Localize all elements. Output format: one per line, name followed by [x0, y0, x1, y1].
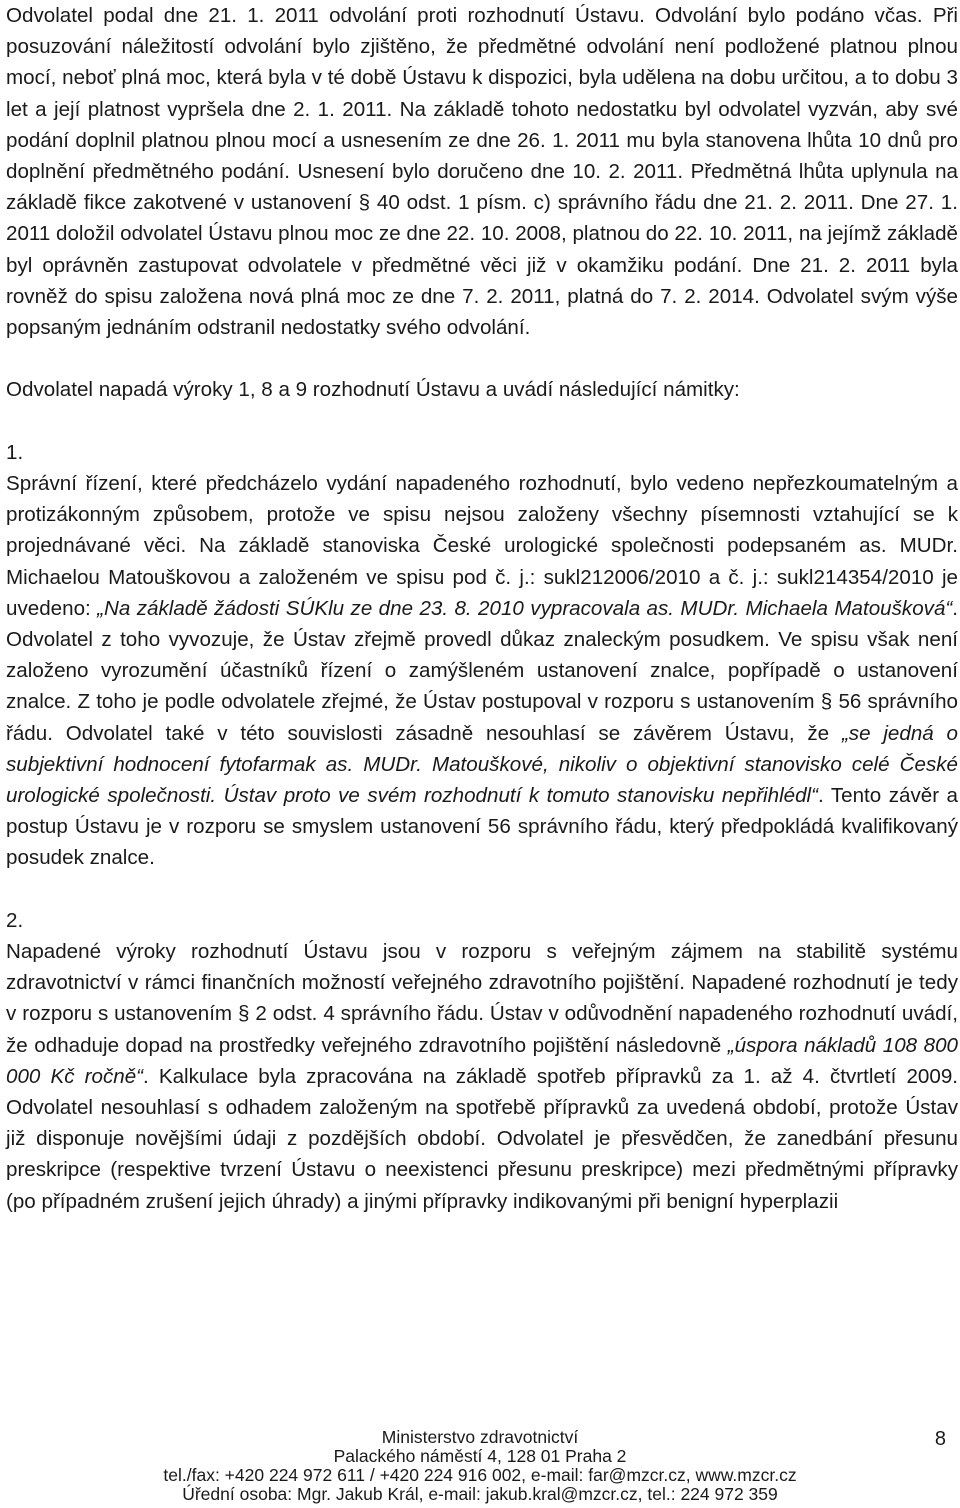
quoted-text: „úspora nákladů 108 800 000 Kč ročně“	[6, 1033, 958, 1088]
paragraph-appeal-procedure	[6, 0, 958, 343]
paragraph-text: Odvolatel podal dne 21. 1. 2011 odvolání proti rozhodnutí Ústavu. Odvolání bylo podáno včas. Při posuzování náležitostí odvolání bylo zjištěno, že předmětné odvolání není podložené platnou plnou mocí, neboť plná moc, která byla v té době Ústavu k dispozici, byla udělena na dobu určitou, a to dobu 3 let a její platnost vypršela dne 2. 1. 2011. Na základě tohoto nedostatku byl odvolatel vyzván, aby své podání doplnil platnou plnou mocí a usnesením ze dne 26. 1. 2011 mu byla stanovena lhůta 10 dnů pro doplnění předmětného podání. Usnesení bylo doručeno dne 10. 2. 2011. Předmětná lhůta uplynula na základě fikce zakotvené v ustanovení	[6, 4, 958, 215]
footer-address: Palackého náměstí 4, 128 01 Praha 2	[333, 1446, 627, 1466]
paragraph-text: Správní řízení, které předcházelo vydání napadeného rozhodnutí, bylo vedeno nepřezkoumatelným a protizákonným způsobem, protože ve spisu nejsou založeny všechny písemnosti vztahující se k projednávané věci. Na základě stanoviska České urologické společnosti podepsaném as. MUDr. Michaelou Matouškovou a založeném ve spisu pod č. j.: sukl212006/2010 a č. j.: sukl214354/2010 je uvedeno:	[6, 472, 958, 620]
paragraph-text: . Kalkulace byla zpracována na základě spotřeb přípravků za 1. až 4. čtvrtletí 2009. Odvolatel nesouhlasí s odhadem založeným na spotřebě přípravků za uvedená období, protože Ústav již disponuje novějšími údaji z pozdějších období. Odvolatel je přesvědčen, že zanedbání přesunu preskripce (respektive tvrzení Ústavu o neexistenci přesunu preskripce) mezi předmětnými přípravky (po případném zrušení jejich úhrady) a jinými přípravky indikovanými při benigní hyperplazii	[6, 1064, 958, 1213]
footer-contact: tel./fax: +420 224 972 611 / +420 224 916 002, e-mail: far@mzcr.cz, www.mzcr.cz	[163, 1465, 797, 1485]
paragraph-text: 56 správního řádu. Odvolatel také v této souvislosti zásadně nesouhlasí se závěrem Ústavu, že	[6, 690, 958, 745]
page-number: 8	[934, 1428, 946, 1450]
quoted-text: „se jedná o subjektivní hodnocení fytofarmak as. MUDr. Matouškové, nikoliv o objektivní stanovisko celé České urologické společnosti. Ústav proto ve svém rozhodnutí k tomuto stanovisku nepřihlédl“	[6, 721, 958, 808]
paragraph-gap	[6, 343, 958, 374]
paragraph-objection-2	[6, 936, 958, 1217]
objection-heading-1: 1.	[6, 440, 24, 464]
section-sign-icon: §	[358, 191, 371, 215]
paragraph-text: 2 odst. 4 správního řádu. Ústav v odůvodnění napadeného rozhodnutí uvádí, že odhaduje dopad na prostředky veřejného zdravotního pojištění následovně	[6, 1002, 958, 1057]
paragraph-text: . Tento závěr a postup Ústavu je v rozporu se smyslem ustanovení 56 správního řádu, který předpokládá kvalifikovaný posudek znalce.	[6, 784, 958, 870]
page-footer	[0, 1428, 960, 1504]
quoted-text: „Na základě žádosti SÚKlu ze dne 23. 8. 2010 vypracovala as. MUDr. Michaela Matoušková“	[97, 596, 953, 620]
footer-official: Úřední osoba: Mgr. Jakub Král, e-mail: jakub.kral@mzcr.cz, tel.: 224 972 359	[182, 1484, 778, 1504]
paragraph-gap	[6, 406, 958, 437]
paragraph-gap	[6, 874, 958, 905]
section-sign-icon: §	[820, 690, 833, 714]
paragraph-text: Napadené výroky rozhodnutí Ústavu jsou v rozporu s veřejným zájmem na stabilitě systému zdravotnictví v rámci finančních možností veřejného zdravotního pojištění. Napadené rozhodnutí je tedy v rozporu s ustanovením	[6, 940, 958, 1026]
objection-heading-2: 2.	[6, 908, 24, 932]
footer-organization: Ministerstvo zdravotnictví	[381, 1427, 579, 1447]
paragraph-objection-1	[6, 468, 958, 874]
section-sign-icon: §	[238, 1002, 250, 1026]
paragraph-objections-intro: Odvolatel napadá výroky 1, 8 a 9 rozhodnutí Ústavu a uvádí následující námitky:	[6, 378, 740, 402]
paragraph-text: . Odvolatel z toho vyvozuje, že Ústav zřejmě provedl důkaz znaleckým posudkem. Ve spisu však není založeno vyrozumění účastníků řízení o zamýšleném ustanovení znalce, popřípadě o ustanovení znalce. Z toho je podle odvolatele zřejmé, že Ústav postupoval v rozporu s ustanovením	[6, 596, 958, 714]
document-body	[6, 0, 958, 1217]
paragraph-text: 40 odst. 1 písm. c) správního řádu dne 21. 2. 2011. Dne 27. 1. 2011 doložil odvolatel Ústavu plnou moc ze dne 22. 10. 2008, platnou do 22. 10. 2011, na jejímž základě byl oprávněn zastupovat odvolatele v předmětné věci již v okamžiku podání. Dne 21. 2. 2011 byla rovněž do spisu založena nová plná moc ze dne 7. 2. 2011, platná do 7. 2. 2014. Odvolatel svým výše popsaným jednáním odstranil nedostatky svého odvolání.	[6, 191, 958, 340]
